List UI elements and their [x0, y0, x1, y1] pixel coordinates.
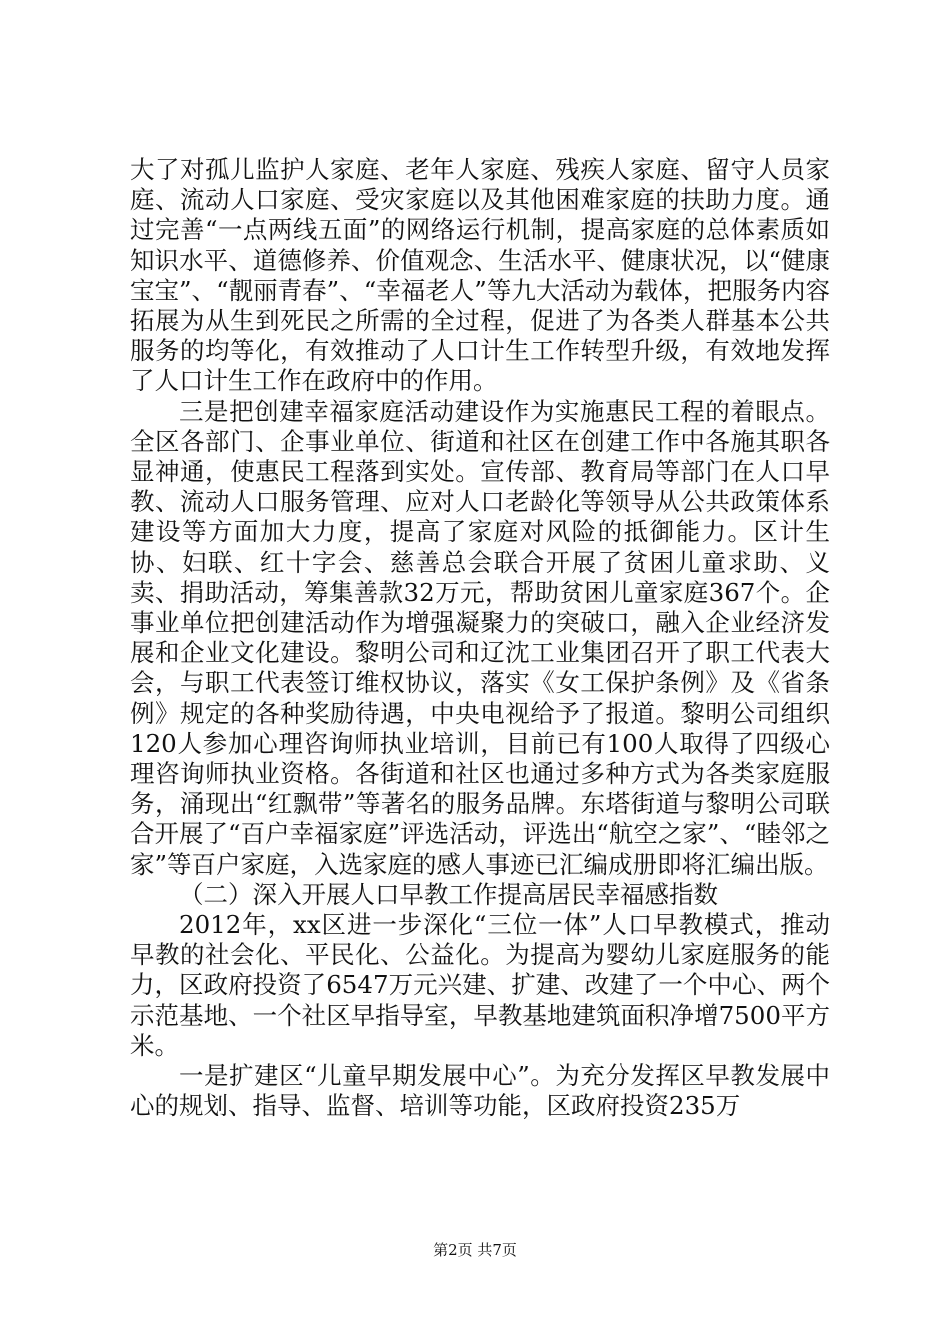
paragraph-early-education: 2012年，xx区进一步深化“三位一体”人口早教模式，推动早教的社会化、平民化、公益化。为提高为婴幼儿家庭服务的能力，区政府投资了6547万元兴建、扩建、改建了一个中心、两个示范基地、一个社区早指导室，早教基地建筑面积净增7500平方米。	[130, 910, 830, 1060]
paragraph-continuation: 大了对孤儿监护人家庭、老年人家庭、残疾人家庭、留守人员家庭、流动人口家庭、受灾家庭以及其他困难家庭的扶助力度。通过完善“一点两线五面”的网络运行机制，提高家庭的总体素质如知识水平、道德修养、价值观念、生活水平、健康状况，以“健康宝宝”、“靓丽青春”、“幸福老人”等九大活动为载体，把服务内容拓展为从生到死民之所需的全过程，促进了为各类人群基本公共服务的均等化，有效推动了人口计生工作转型升级，有效地发挥了人口计生工作在政府中的作用。	[130, 155, 830, 396]
paragraph-point-one: 一是扩建区“儿童早期发展中心”。为充分发挥区早教发展中心的规划、指导、监督、培训等功能，区政府投资235万	[130, 1061, 830, 1121]
page-footer: 第2页 共7页	[433, 1241, 517, 1259]
document-body	[130, 155, 830, 1122]
paragraph-point-three: 三是把创建幸福家庭活动建设作为实施惠民工程的着眼点。全区各部门、企事业单位、街道和社区在创建工作中各施其职各显神通，使惠民工程落到实处。宣传部、教育局等部门在人口早教、流动人口服务管理、应对人口老龄化等领导从公共政策体系建设等方面加大力度，提高了家庭对风险的抵御能力。区计生协、妇联、红十字会、慈善总会联合开展了贫困儿童求助、义卖、捐助活动，筹集善款32万元，帮助贫困儿童家庭367个。企事业单位把创建活动作为增强凝聚力的突破口，融入企业经济发展和企业文化建设。黎明公司和辽沈工业集团召开了职工代表大会，与职工代表签订维权协议，落实《女工保护条例》及《省条例》规定的各种奖励待遇，中央电视给予了报道。黎明公司组织120人参加心理咨询师执业培训，目前已有100人取得了四级心理咨询师执业资格。各街道和社区也通过多种方式为各类家庭服务，涌现出“红飘带”等著名的服务品牌。东塔街道与黎明公司联合开展了“百户幸福家庭”评选活动，评选出“航空之家”、“睦邻之家”等百户家庭，入选家庭的感人事迹已汇编成册即将汇编出版。	[130, 396, 830, 879]
section-heading: （二）深入开展人口早教工作提高居民幸福感指数	[179, 879, 718, 909]
